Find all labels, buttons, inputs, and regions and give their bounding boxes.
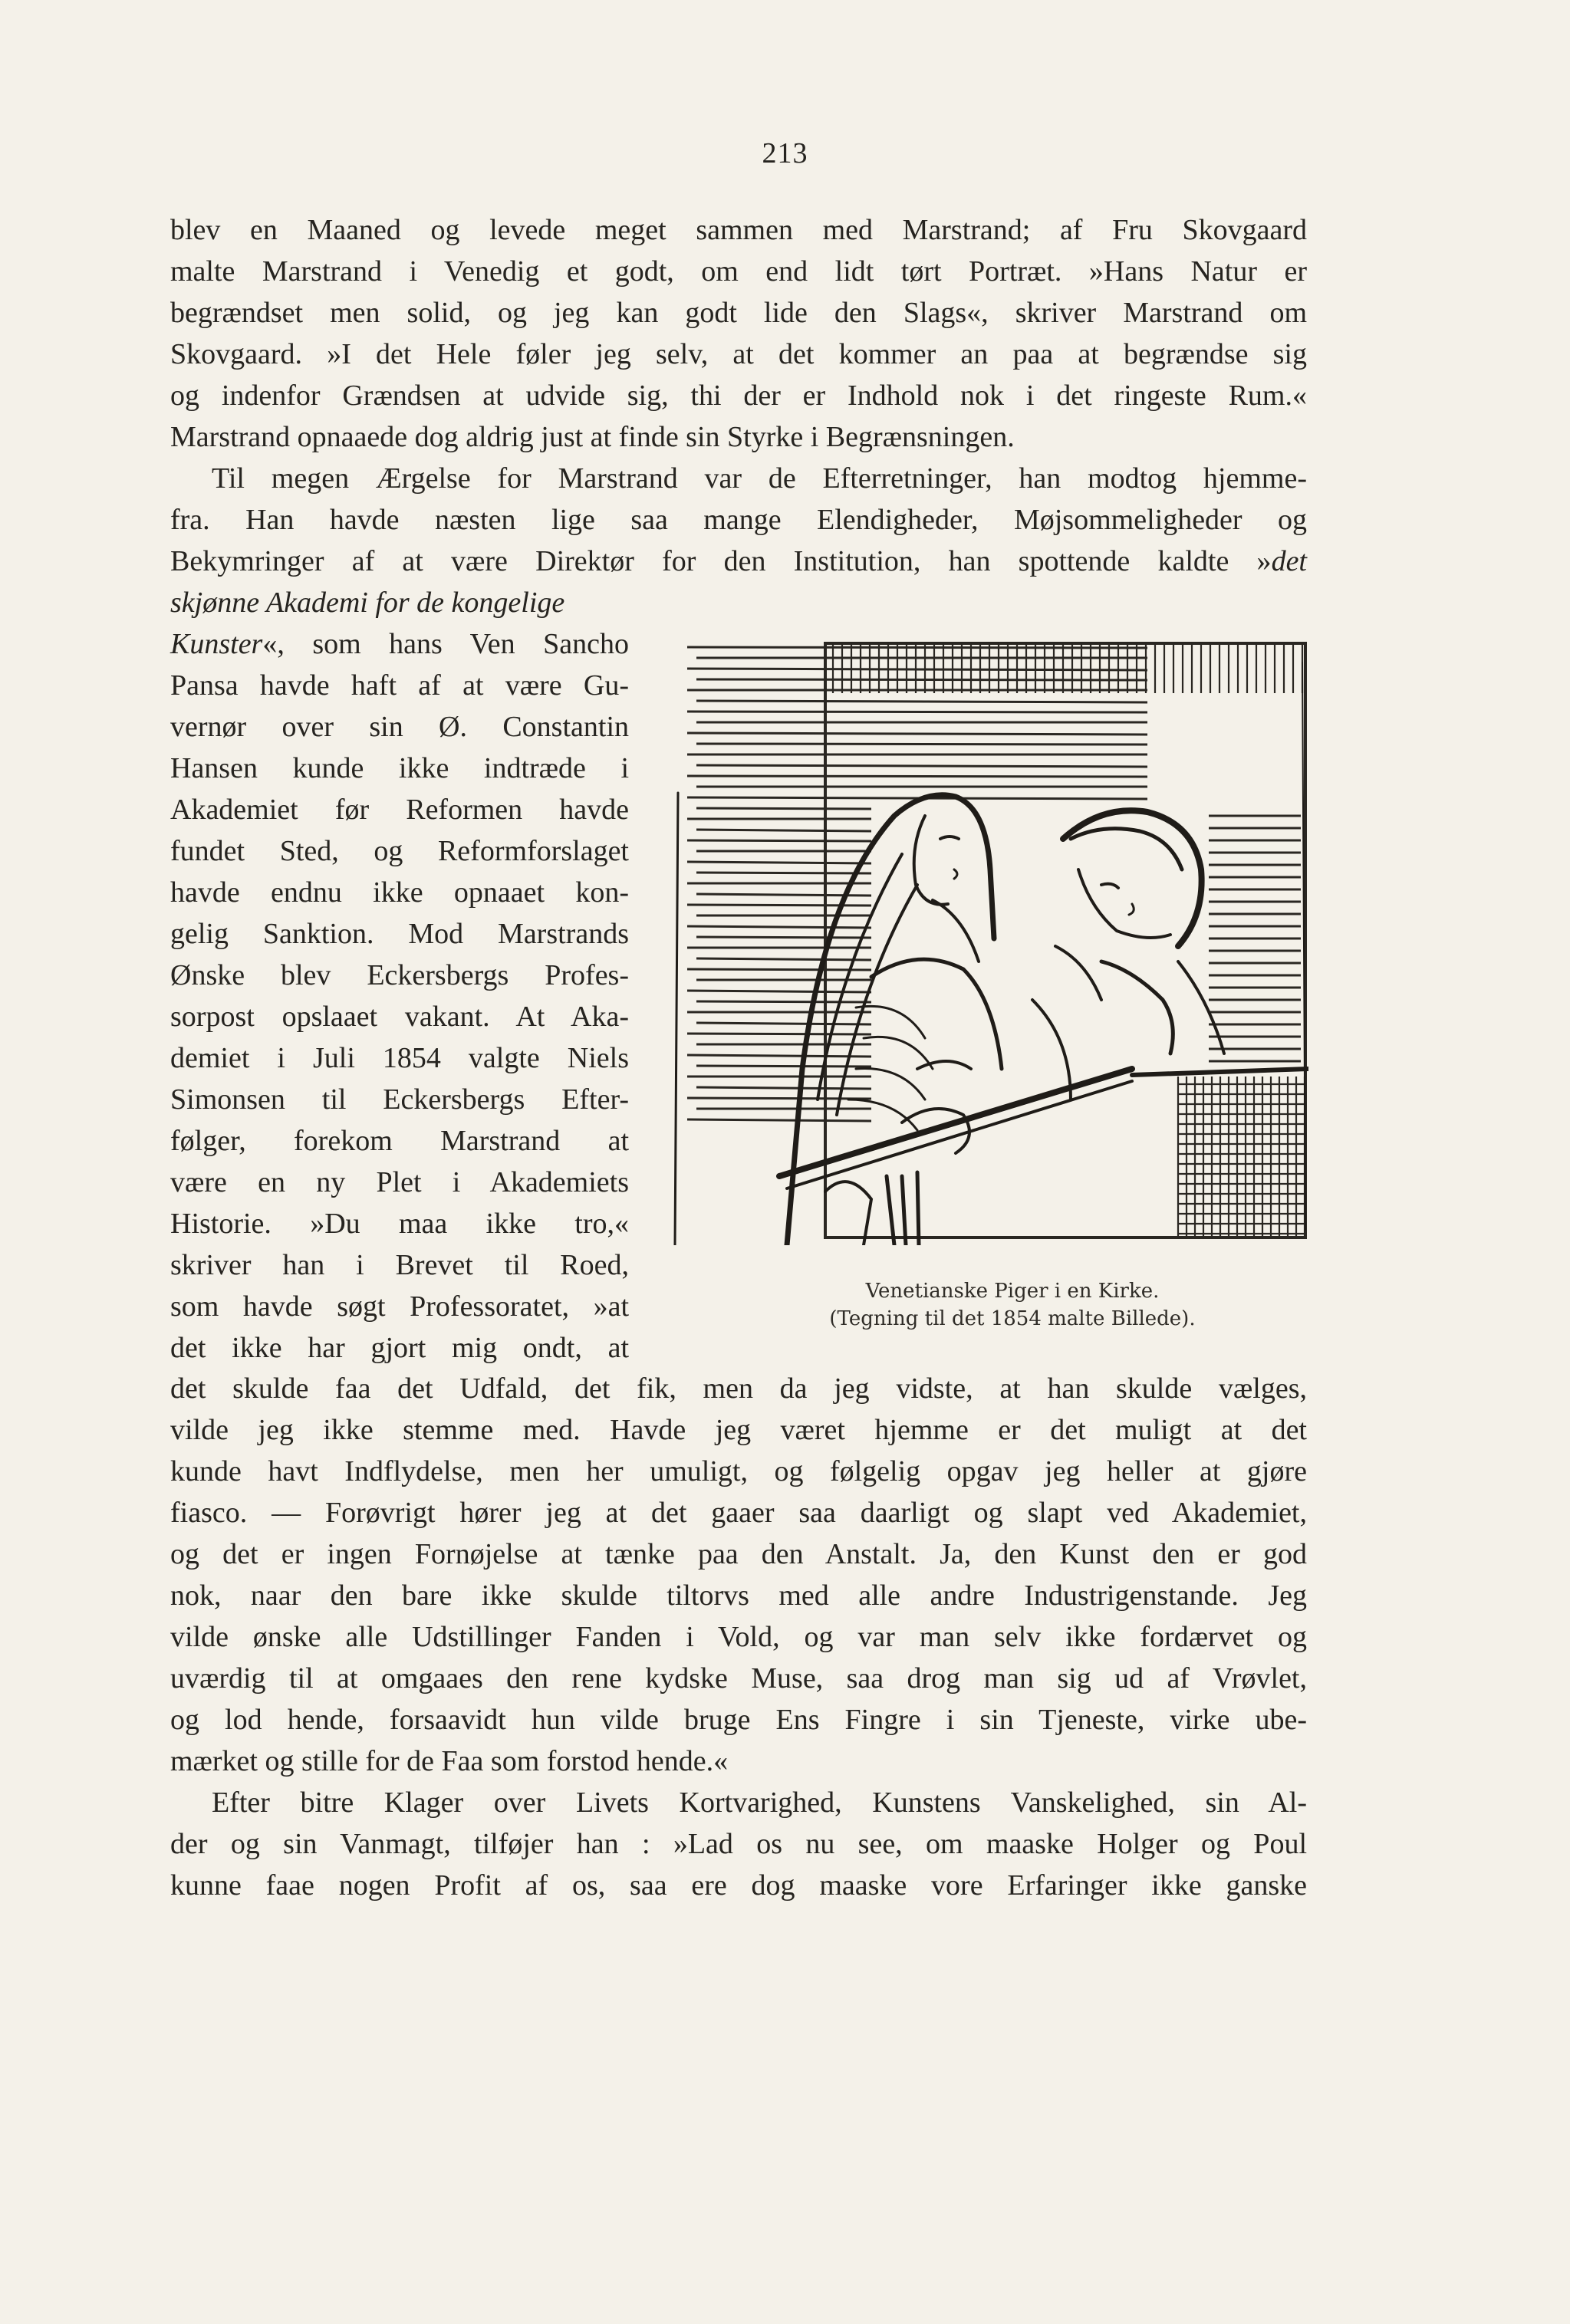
- text-line: [170, 582, 629, 623]
- hatch-stroke: [696, 1066, 871, 1067]
- text-line: og lod hende, forsaavidt hun vilde bruge Ens Fingre i sin Tjeneste, virke ube-: [170, 1704, 1307, 1736]
- hatch-stroke: [687, 1119, 871, 1121]
- illustration-venetian-girls: [672, 639, 1308, 1245]
- hatch-stroke: [687, 969, 871, 970]
- hatch-stroke: [696, 830, 871, 831]
- italic-title: det: [1271, 545, 1307, 577]
- text-line: Skovgaard. »I det Hele føler jeg selv, at det kommer an paa at begrændse sig: [170, 338, 1307, 370]
- text-line: uværdig til at omgaaes den rene kydske Muse, saa drog man sig ud af Vrøvlet,: [170, 1662, 1307, 1695]
- body-text-narrow: [170, 582, 629, 1369]
- text-line: vilde ønske alle Udstillinger Fanden i Vold, og var man selv ikke fordærvet og: [170, 1621, 1307, 1653]
- text-line: Pansa havde haft af at være Gu-: [170, 669, 629, 702]
- hatch-stroke: [687, 1098, 871, 1099]
- text-line: Simonsen til Eckersbergs Efter-: [170, 1083, 629, 1116]
- text-line: [170, 623, 629, 665]
- hatch-stroke: [696, 1023, 871, 1024]
- text-line: fra. Han havde næsten lige saa mange Elendigheder, Møjsommeligheder og: [170, 504, 1307, 536]
- text-line: og det er ingen Fornøjelse at tænke paa den Anstalt. Ja, den Kunst den er god: [170, 1538, 1307, 1570]
- hatch-stroke: [696, 1087, 871, 1089]
- text-line: Efter bitre Klager over Livets Kortvarighed, Kunstens Vanskelighed, sin Al-: [212, 1787, 1307, 1819]
- text-line: Til megen Ærgelse for Marstrand var de Efterretninger, han modtog hjemme-: [212, 462, 1307, 495]
- text-span: Bekymringer af at være Direktør for den Institution, han spottende kaldte »: [170, 545, 1272, 577]
- text-line: sorpost opslaaet vakant. At Aka-: [170, 1001, 629, 1033]
- text-line: havde endnu ikke opnaaet kon-: [170, 876, 629, 909]
- text-line: kunne faae nogen Profit af os, saa ere dog maaske vore Erfaringer ikke ganske: [170, 1869, 1307, 1902]
- italic-title: Kunster: [170, 628, 263, 660]
- text-line: vilde jeg ikke stemme med. Havde jeg været hjemme er det muligt at det: [170, 1414, 1307, 1446]
- text-line: og indenfor Grændsen at udvide sig, thi der er Indhold nok i det ringeste Rum.«: [170, 380, 1307, 412]
- text-line: fundet Sted, og Reformforslaget: [170, 835, 629, 867]
- hatch-stroke: [696, 937, 871, 938]
- text-line: gelig Sanktion. Mod Marstrands: [170, 918, 629, 950]
- text-line: det skulde faa det Udfald, det fik, men da jeg vidste, at han skulde vælges,: [170, 1372, 1307, 1405]
- illustration-frame: [825, 643, 1305, 1238]
- hatch-stroke: [687, 647, 1147, 648]
- text-line: der og sin Vanmagt, tilføjer han : »Lad os nu see, om maaske Holger og Poul: [170, 1828, 1307, 1860]
- text-line: malte Marstrand i Venedig et godt, om end lidt tørt Portræt. »Hans Natur er: [170, 255, 1307, 288]
- text-line: mærket og stille for de Faa som forstod hende.«: [170, 1745, 729, 1777]
- hatch-stroke: [687, 1055, 871, 1057]
- hatch-stroke: [696, 1001, 871, 1002]
- text-line: skriver han i Brevet til Roed,: [170, 1249, 629, 1281]
- text-line: blev en Maaned og levede meget sammen med Marstrand; af Fru Skovgaard: [170, 214, 1307, 246]
- text-line: begrændset men solid, og jeg kan godt lide den Slags«, skriver Marstrand om: [170, 297, 1307, 329]
- text-line: det ikke har gjort mig ondt, at: [170, 1332, 629, 1364]
- text-line: som havde søgt Professoratet, »at: [170, 1290, 629, 1323]
- hatch-stroke: [696, 958, 871, 960]
- hatch-stroke: [696, 701, 1147, 702]
- caption-line: (Tegning til det 1854 malte Billede).: [829, 1307, 1196, 1330]
- drawing: [672, 639, 1308, 1245]
- text-line: Akademiet før Reformen havde: [170, 794, 629, 826]
- figure-caption: [775, 1277, 1250, 1333]
- text-line: nok, naar den bare ikke skulde tiltorvs med alle andre Industrigenstande. Jeg: [170, 1579, 1307, 1612]
- hatch-stroke: [696, 744, 1147, 745]
- text-line: være en ny Plet i Akademiets: [170, 1166, 629, 1198]
- hatch-stroke: [696, 808, 871, 809]
- body-text-top: [170, 209, 1307, 582]
- text-line: kunde havt Indflydelse, men her umuligt, og følgelig opgav jeg heller at gjøre: [170, 1455, 1307, 1487]
- hatch-stroke: [687, 669, 1147, 670]
- hatch-stroke: [687, 862, 871, 863]
- hatch-stroke: [687, 776, 1147, 777]
- hatch-stroke: [696, 765, 1147, 767]
- hatch-stroke: [696, 679, 1147, 680]
- hatch-stroke: [687, 840, 871, 841]
- hatch-stroke: [687, 733, 1147, 735]
- text-line: Historie. »Du maa ikke tro,«: [170, 1208, 629, 1240]
- page-number: 213: [762, 137, 808, 169]
- italic-title: skjønne Akademi for de kongelige: [170, 587, 565, 619]
- hatch-stroke: [687, 926, 871, 928]
- text-line: Marstrand opnaaede dog aldrig just at finde sin Styrke i Begrænsningen.: [170, 421, 1015, 453]
- text-line: vernør over sin Ø. Constantin: [170, 711, 629, 743]
- body-text-bottom: [170, 1368, 1307, 1906]
- text-line: Hansen kunde ikke indtræde i: [170, 752, 629, 784]
- text-line: [170, 541, 1307, 582]
- text-line: fiasco. — Forøvrigt hører jeg at det gaaer saa daarligt og slapt ved Akademiet,: [170, 1497, 1307, 1529]
- caption-line: Venetianske Piger i en Kirke.: [865, 1280, 1160, 1303]
- text-span: «, som hans Ven Sancho: [262, 628, 629, 660]
- text-line: følger, forekom Marstrand at: [170, 1125, 629, 1157]
- text-line: demiet i Juli 1854 valgte Niels: [170, 1042, 629, 1074]
- text-line: Ønske blev Eckersbergs Profes-: [170, 959, 629, 991]
